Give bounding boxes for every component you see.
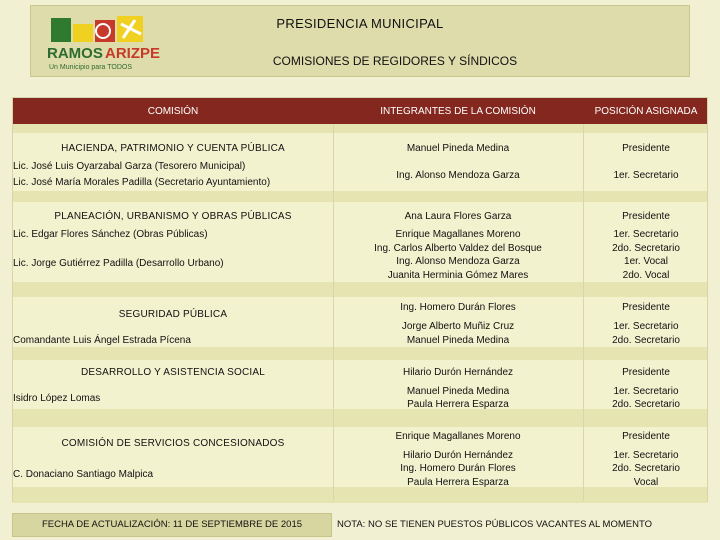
- commission-title: HACIENDA, PATRIMONIO Y CUENTA PÚBLICA: [61, 143, 285, 154]
- position-label: 1er. Vocal: [624, 256, 668, 267]
- member-name: Ing. Homero Durán Flores: [400, 463, 516, 474]
- staff-name: Lic. José Luis Oyarzabal Garza (Tesorero Municipal): [13, 161, 246, 172]
- commission-title: COMISIÓN DE SERVICIOS CONCESIONADOS: [61, 438, 285, 449]
- position-label: 2do. Secretario: [612, 463, 680, 474]
- member-name: Jorge Alberto Muñiz Cruz: [401, 321, 515, 332]
- vacancy-note: NOTA: NO SE TIENEN PUESTOS PÚBLICOS VACANTES AL MOMENTO: [337, 519, 652, 530]
- spacer-band: [13, 124, 707, 133]
- member-name: Manuel Pineda Medina: [406, 143, 510, 154]
- staff-name: Isidro López Lomas: [13, 393, 101, 404]
- member-name: Enrique Magallanes Moreno: [395, 431, 521, 442]
- commission-title: PLANEACIÓN, URBANISMO Y OBRAS PÚBLICAS: [54, 211, 292, 222]
- member-name: Hilario Durón Hernández: [402, 450, 514, 461]
- position-label: Presidente: [622, 211, 670, 222]
- member-name: Manuel Pineda Medina: [406, 335, 510, 346]
- svg-text:ARIZPE: ARIZPE: [105, 45, 161, 62]
- staff-name: Lic. José María Morales Padilla (Secretario Ayuntamiento): [13, 177, 271, 188]
- staff-name: Lic. Jorge Gutiérrez Padilla (Desarrollo Urbano): [13, 258, 224, 269]
- page-title: PRESIDENCIA MUNICIPAL: [276, 16, 444, 31]
- spacer-band: [13, 282, 707, 297]
- member-name: Ing. Homero Durán Flores: [400, 302, 516, 313]
- staff-name: C. Donaciano Santiago Malpica: [13, 469, 154, 480]
- member-name: Hilario Durón Hernández: [402, 367, 514, 378]
- page-footer: [12, 513, 708, 537]
- header-members: INTEGRANTES DE LA COMISIÓN: [380, 106, 536, 117]
- position-label: 1er. Secretario: [613, 386, 679, 397]
- position-label: 2do. Vocal: [622, 270, 670, 281]
- position-label: 1er. Secretario: [613, 321, 679, 332]
- spacer-band: [13, 409, 707, 427]
- member-name: Manuel Pineda Medina: [406, 386, 510, 397]
- position-label: 2do. Secretario: [612, 243, 680, 254]
- position-label: Presidente: [622, 302, 670, 313]
- member-name: Paula Herrera Esparza: [407, 477, 509, 488]
- page-header: [30, 5, 690, 77]
- position-label: Presidente: [622, 431, 670, 442]
- table-header: [13, 98, 707, 124]
- spacer-band: [13, 191, 707, 202]
- member-name: Juanita Herminia Gómez Mares: [387, 270, 529, 281]
- commission-title: SEGURIDAD PÚBLICA: [118, 309, 228, 320]
- position-label: 2do. Secretario: [612, 335, 680, 346]
- member-name: Ing. Alonso Mendoza Garza: [396, 170, 520, 181]
- svg-text:RAMOS: RAMOS: [47, 45, 103, 62]
- update-date: FECHA DE ACTUALIZACIÓN: 11 DE SEPTIEMBRE DE 2015: [12, 513, 332, 537]
- staff-name: Comandante Luis Ángel Estrada Pícena: [13, 335, 191, 346]
- position-label: 2do. Secretario: [612, 399, 680, 410]
- svg-text:Un Municipio para TODOS: Un Municipio para TODOS: [49, 64, 132, 71]
- position-label: 1er. Secretario: [613, 229, 679, 240]
- position-label: 1er. Secretario: [613, 170, 679, 181]
- page-subtitle: COMISIONES DE REGIDORES Y SÍNDICOS: [272, 54, 518, 68]
- header-commission: COMISIÓN: [147, 106, 199, 117]
- member-name: Paula Herrera Esparza: [407, 399, 509, 410]
- position-label: Presidente: [622, 367, 670, 378]
- staff-name: Lic. Edgar Flores Sánchez (Obras Públicas): [13, 229, 208, 240]
- spacer-band: [13, 347, 707, 360]
- position-label: Presidente: [622, 143, 670, 154]
- member-name: Ana Laura Flores Garza: [404, 211, 512, 222]
- member-name: Enrique Magallanes Moreno: [395, 229, 521, 240]
- commissions-table: [12, 97, 708, 502]
- position-label: Vocal: [633, 477, 659, 488]
- commission-title: DESARROLLO Y ASISTENCIA SOCIAL: [80, 367, 266, 378]
- header-position: POSICIÓN ASIGNADA: [594, 106, 698, 117]
- position-label: 1er. Secretario: [613, 450, 679, 461]
- member-name: Ing. Carlos Alberto Valdez del Bosque: [374, 243, 542, 254]
- member-name: Ing. Alonso Mendoza Garza: [396, 256, 520, 267]
